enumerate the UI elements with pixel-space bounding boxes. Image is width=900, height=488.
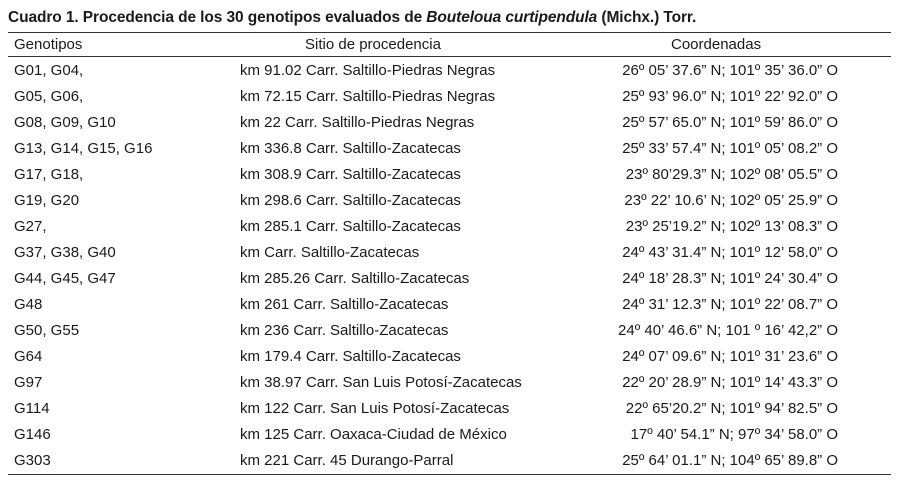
cell-sitio: km 308.9 Carr. Saltillo-Zacatecas [240,166,461,183]
cell-coordenadas: 25º 93’ 96.0” N; 101º 22’ 92.0” O [622,88,838,105]
caption-suffix: (Michx.) Torr. [597,9,697,26]
cell-genotipos: G08, G09, G10 [14,114,116,131]
header-sitio: Sitio de procedencia [305,36,441,53]
cell-coordenadas: 26º 05’ 37.6” N; 101º 35’ 36.0” O [622,62,838,79]
cell-sitio: km 221 Carr. 45 Durango-Parral [240,452,454,469]
cell-sitio: km 72.15 Carr. Saltillo-Piedras Negras [240,88,496,105]
cell-sitio: km 285.1 Carr. Saltillo-Zacatecas [240,218,461,235]
caption-species: Bouteloua curtipendula [426,9,598,26]
cell-genotipos: G303 [14,452,51,469]
cell-coordenadas: 24º 18’ 28.3” N; 101º 24’ 30.4” O [622,270,838,287]
cell-genotipos: G64 [14,348,43,365]
table-row [8,189,891,215]
cell-coordenadas: 23º 22’ 10.6’ N; 102º 05’ 25.9” O [624,192,838,209]
cell-sitio: km 122 Carr. San Luis Potosí-Zacatecas [240,400,510,417]
cell-genotipos: G114 [14,400,50,417]
table-row [8,137,891,163]
cell-genotipos: G146 [14,426,51,443]
cell-genotipos: G97 [14,374,43,391]
cell-genotipos: G50, G55 [14,322,80,339]
table-row [8,397,891,423]
cell-genotipos: G17, G18, [14,166,84,183]
cell-coordenadas: 24º 40’ 46.6” N; 101 º 16’ 42,2” O [618,322,838,339]
table-row [8,111,891,137]
header-genotipos: Genotipos [14,36,83,53]
cell-coordenadas: 17º 40’ 54.1” N; 97º 34’ 58.0” O [630,426,838,443]
cell-coordenadas: 22º 65’20.2” N; 101º 94’ 82.5” O [625,400,838,417]
cell-sitio: km 91.02 Carr. Saltillo-Piedras Negras [240,62,496,79]
table-row [8,163,891,189]
table-row [8,371,891,397]
cell-coordenadas: 23º 80’29.3” N; 102º 08’ 05.5” O [625,166,838,183]
cell-sitio: km 336.8 Carr. Saltillo-Zacatecas [240,140,461,157]
cell-genotipos: G13, G14, G15, G16 [14,140,153,157]
cell-genotipos: G01, G04, [14,62,84,79]
cell-coordenadas: 25º 57’ 65.0” N; 101º 59’ 86.0” O [622,114,838,131]
cell-coordenadas: 23º 25’19.2” N; 102º 13’ 08.3” O [625,218,838,235]
table-body [8,59,891,475]
cell-sitio: km 179.4 Carr. Saltillo-Zacatecas [240,348,461,365]
cell-coordenadas: 24º 31’ 12.3” N; 101º 22’ 08.7” O [622,296,838,313]
cell-coordenadas: 24º 07’ 09.6” N; 101º 31’ 23.6” O [622,348,838,365]
table-row [8,449,891,475]
cell-coordenadas: 25º 64’ 01.1” N; 104º 65’ 89.8” O [622,452,838,469]
cell-genotipos: G05, G06, [14,88,84,105]
caption-prefix: Cuadro 1. Procedencia de los 30 genotipos evaluados de [8,9,427,26]
cell-sitio: km 261 Carr. Saltillo-Zacatecas [240,296,449,313]
cell-sitio: km 125 Carr. Oaxaca-Ciudad de México [240,426,507,443]
cell-genotipos: G37, G38, G40 [14,244,116,261]
table-row [8,215,891,241]
cell-sitio: km 236 Carr. Saltillo-Zacatecas [240,322,449,339]
table-caption [8,8,696,28]
cell-sitio: km 285.26 Carr. Saltillo-Zacatecas [240,270,470,287]
table-header-rule [8,56,891,57]
cell-sitio: km Carr. Saltillo-Zacatecas [240,244,420,261]
table-row [8,241,891,267]
cell-genotipos: G44, G45, G47 [14,270,116,287]
table-row [8,59,891,85]
cell-genotipos: G27, [14,218,47,235]
cell-sitio: km 22 Carr. Saltillo-Piedras Negras [240,114,475,131]
cell-coordenadas: 24º 43’ 31.4” N; 101º 12’ 58.0” O [622,244,838,261]
table-row [8,267,891,293]
table-row [8,319,891,345]
table-row [8,85,891,111]
cell-coordenadas: 22º 20’ 28.9” N; 101º 14’ 43.3” O [622,374,838,391]
table-top-rule [8,32,891,33]
table-row [8,345,891,371]
cell-sitio: km 38.97 Carr. San Luis Potosí-Zacatecas [240,374,522,391]
table-header [8,35,891,55]
table-bottom-rule [8,474,891,475]
cell-sitio: km 298.6 Carr. Saltillo-Zacatecas [240,192,461,209]
cell-genotipos: G48 [14,296,43,313]
table-row [8,423,891,449]
cell-genotipos: G19, G20 [14,192,80,209]
table-row [8,293,891,319]
cell-coordenadas: 25º 33’ 57.4” N; 101º 05’ 08.2” O [622,140,838,157]
header-coordenadas: Coordenadas [671,36,762,53]
